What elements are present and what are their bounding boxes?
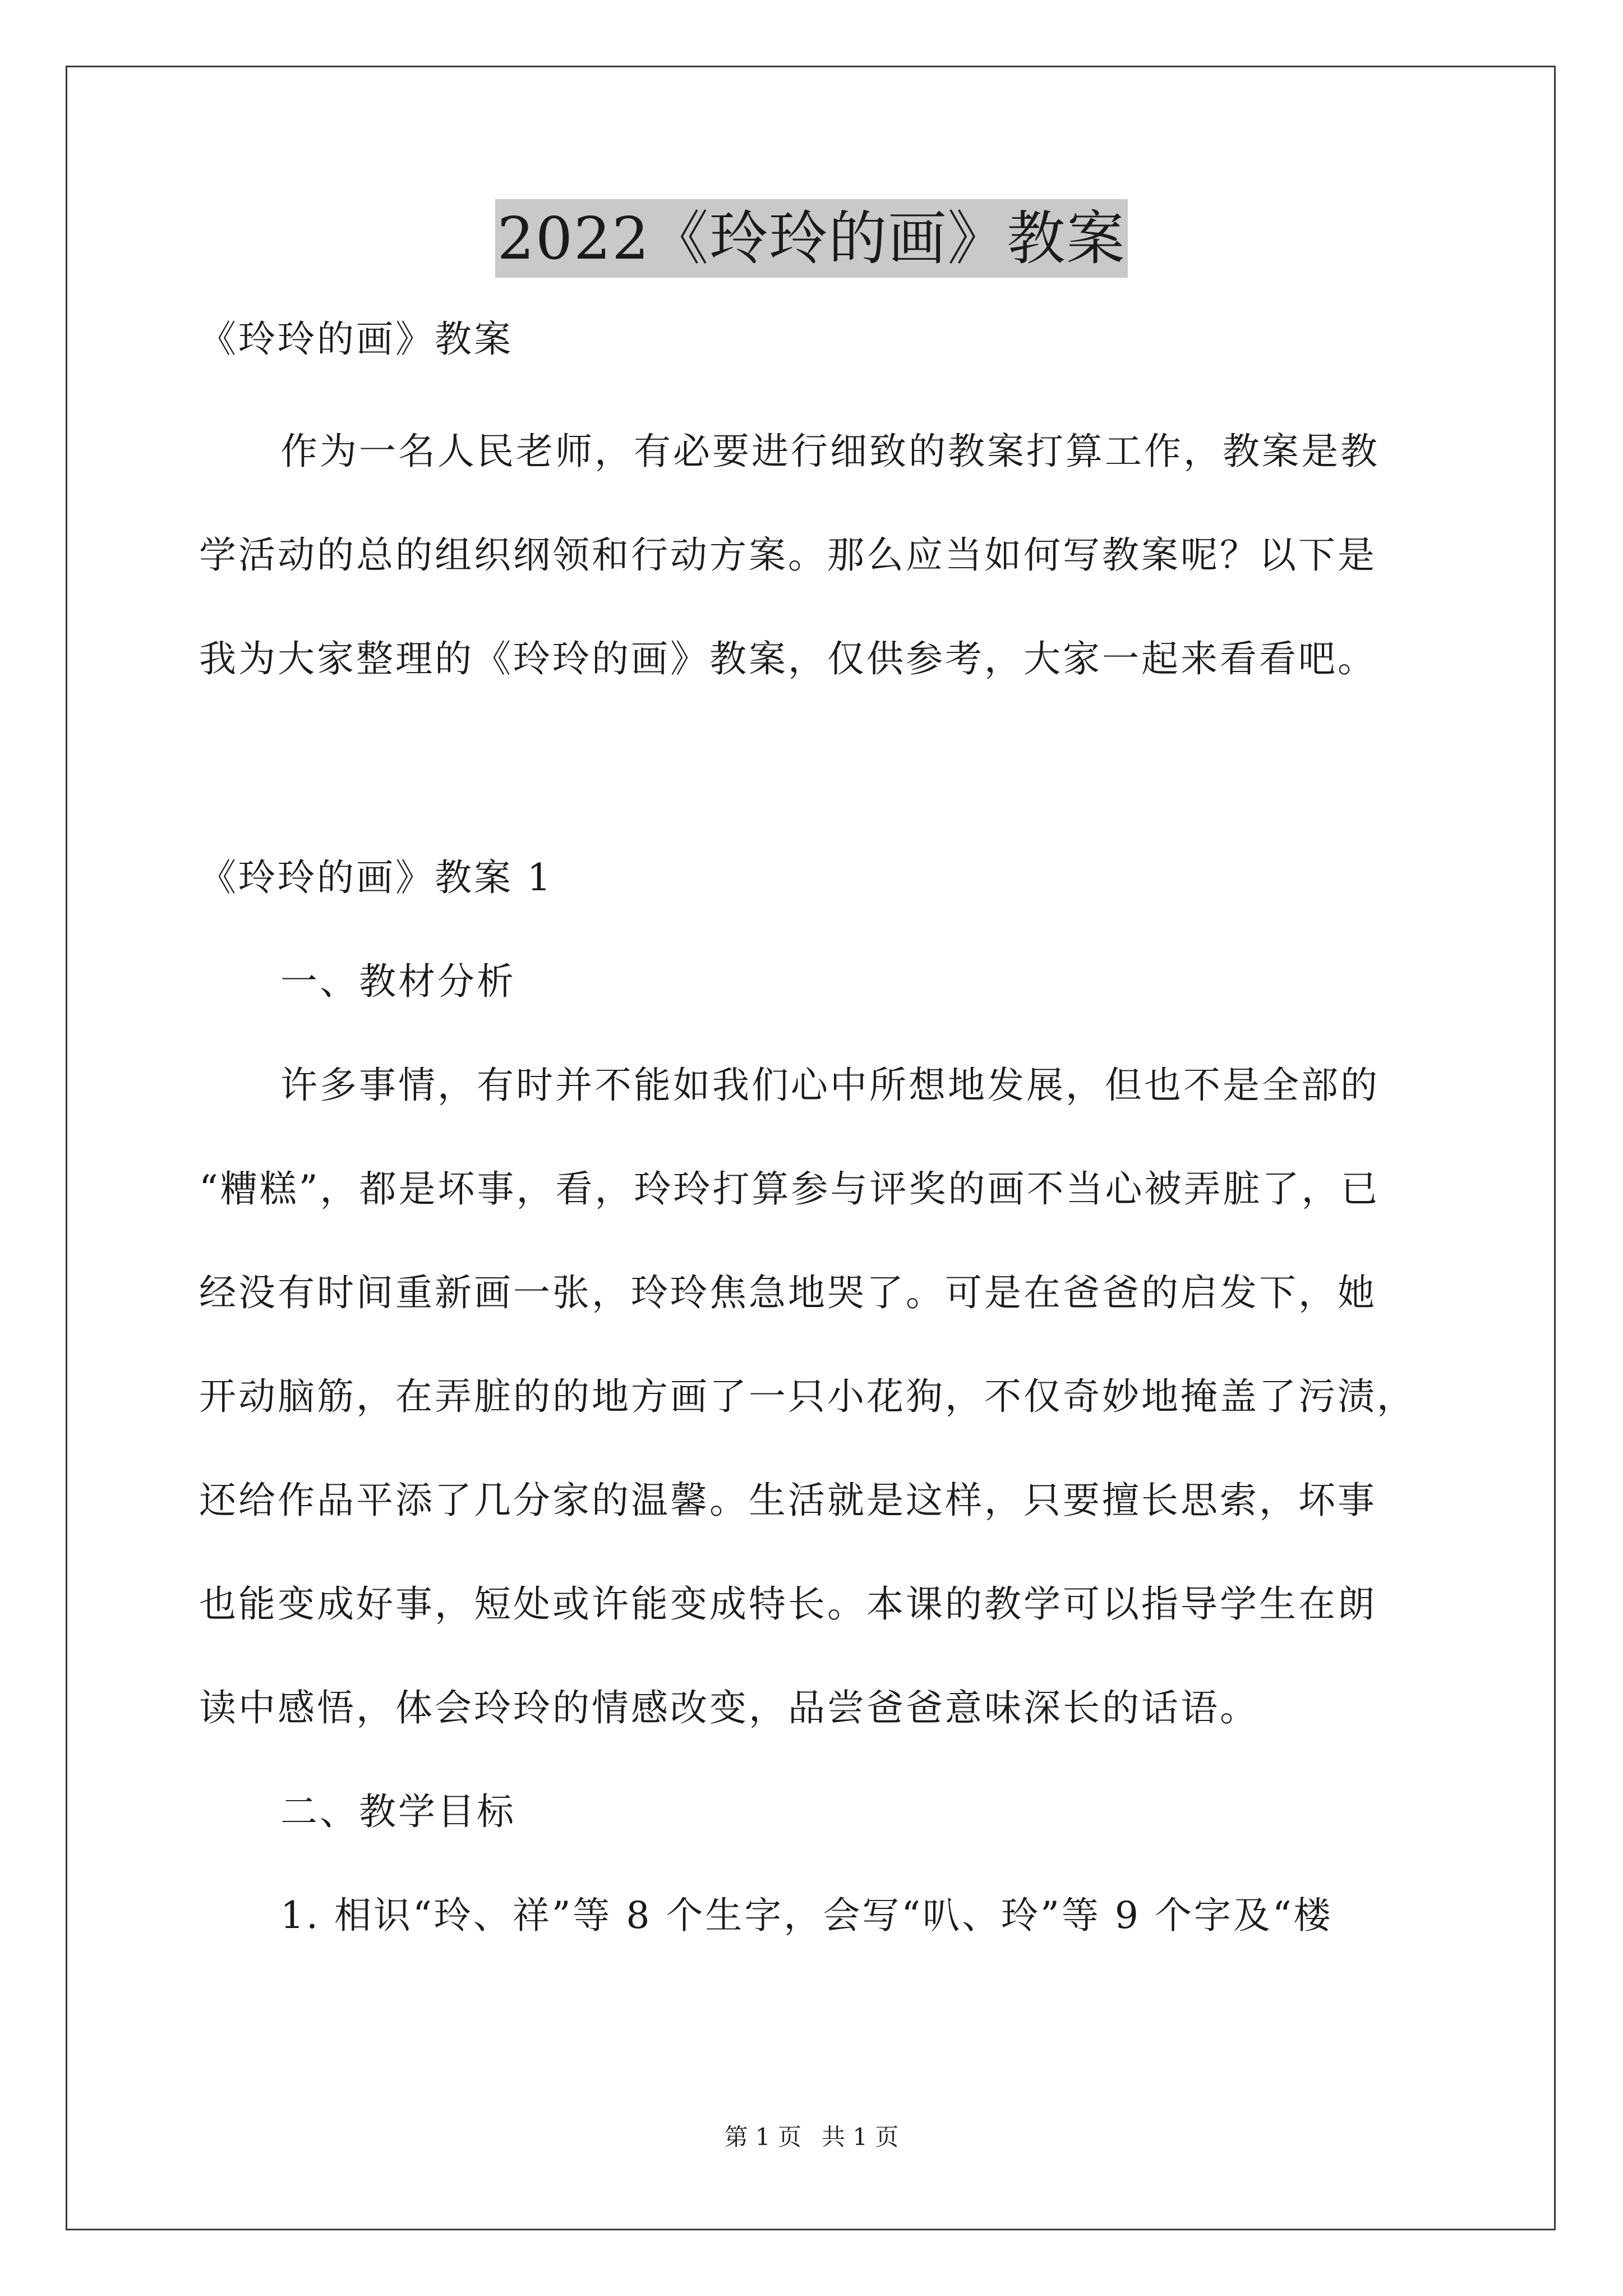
- analysis-line-3: 经没有时间重新画一张，玲玲焦急地哭了。可是在爸爸的启发下，她: [199, 1271, 1377, 1314]
- analysis-line-4: 开动脑筋，在弄脏的的地方画了一只小花狗，不仅奇妙地掩盖了污渍，: [199, 1375, 1416, 1418]
- analysis-line-1: 许多事情，有时并不能如我们心中所想地发展，但也不是全部的: [280, 1064, 1380, 1107]
- goal-line-1: 1. 相识“玲、祥”等 8 个生字，会写“叭、玲”等 9 个字及“楼: [280, 1894, 1333, 1937]
- analysis-line-5: 还给作品平添了几分家的温馨。生活就是这样，只要擅长思索，坏事: [199, 1479, 1377, 1522]
- intro-line-3: 我为大家整理的《玲玲的画》教案，仅供参考，大家一起来看看吧。: [199, 637, 1377, 680]
- title-container: [0, 199, 1623, 278]
- intro-line-2: 学活动的总的组织纲领和行动方案。那么应当如何写教案呢？以下是: [199, 533, 1377, 577]
- page-total: 共 1 页: [822, 2123, 899, 2151]
- page-number: 第 1 页: [724, 2123, 801, 2151]
- analysis-line-2: “糟糕”，都是坏事，看，玲玲打算参与评奖的画不当心被弄脏了，已: [199, 1167, 1380, 1211]
- intro-line-1: 作为一名人民老师，有必要进行细致的教案打算工作，教案是教: [280, 430, 1380, 473]
- subheading-teaching-goals: 二、教学目标: [280, 1790, 516, 1833]
- document-title: 2022《玲玲的画》教案: [495, 199, 1128, 278]
- analysis-line-7: 读中感悟，体会玲玲的情感改变，品尝爸爸意味深长的话语。: [199, 1686, 1259, 1729]
- subtitle-line: 《玲玲的画》教案: [199, 318, 513, 361]
- page-footer: [0, 2120, 1623, 2154]
- subheading-textbook-analysis: 一、教材分析: [280, 960, 516, 1003]
- section-heading-1: 《玲玲的画》教案 1: [199, 856, 553, 899]
- analysis-line-6: 也能变成好事，短处或许能变成特长。本课的教学可以指导学生在朗: [199, 1582, 1377, 1626]
